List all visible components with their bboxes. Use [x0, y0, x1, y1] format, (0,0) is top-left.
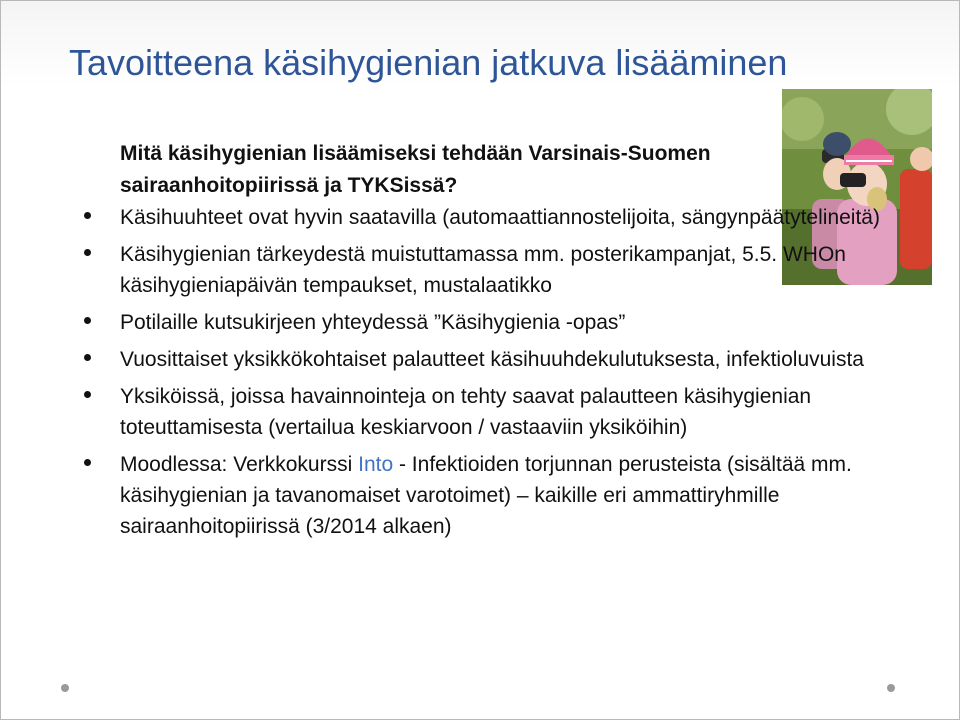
- bullet-icon: [84, 459, 91, 466]
- bullet-text: Vuosittaiset yksikkökohtaiset palautteet käsihuuhdekulutuksesta, infektioluvuista: [120, 348, 864, 371]
- bullet-text: Käsihygienian tärkeydestä muistuttamassa mm. posterikampanjat, 5.5. WHOn käsihygieniapäivän tempaukset, mustalaatikko: [120, 243, 846, 297]
- into-course-link[interactable]: Into: [358, 453, 394, 476]
- bullet-text: Potilaille kutsukirjeen yhteydessä ”Käsihygienia -opas”: [120, 311, 626, 334]
- slide-title: Tavoitteena käsihygienian jatkuva lisääminen: [69, 42, 788, 83]
- bullet-item: [82, 381, 942, 443]
- bullet-icon: [84, 249, 91, 256]
- bullet-item: [82, 449, 942, 542]
- decorative-dot-left: [61, 684, 69, 692]
- bullet-icon: [84, 317, 91, 324]
- bullet-item: [82, 239, 942, 301]
- bullet-list: [82, 202, 942, 548]
- bullet-text: Yksiköissä, joissa havainnointeja on tehty saavat palautteen käsihygienian toteuttamisesta (vertailua keskiarvoon / vastaaviin yksiköihin): [120, 385, 812, 439]
- bullet-text: Käsihuuhteet ovat hyvin saatavilla (automaattiannostelijoita, sängynpäätytelineitä): [120, 206, 880, 229]
- bullet-icon: [84, 354, 91, 361]
- intro-question: Mitä käsihygienian lisäämiseksi tehdään Varsinais-Suomen sairaanhoitopiirissä ja TYKSissä?: [120, 142, 711, 197]
- bullet-item: [82, 202, 942, 233]
- bullet-icon: [84, 391, 91, 398]
- bullet-text-after: - Infektioiden torjunnan perusteista (sisältää mm. käsihygienian ja tavanomaiset varotoimet) – kaikille eri ammattiryhmille sairaanhoitopiirissä (3/2014 alkaen): [120, 453, 852, 538]
- bullet-icon: [84, 212, 91, 219]
- bullet-text-before: Moodlessa: Verkkokurssi: [120, 453, 359, 476]
- bullet-item: [82, 307, 942, 338]
- bullet-item: [82, 344, 942, 375]
- decorative-dot-right: [887, 684, 895, 692]
